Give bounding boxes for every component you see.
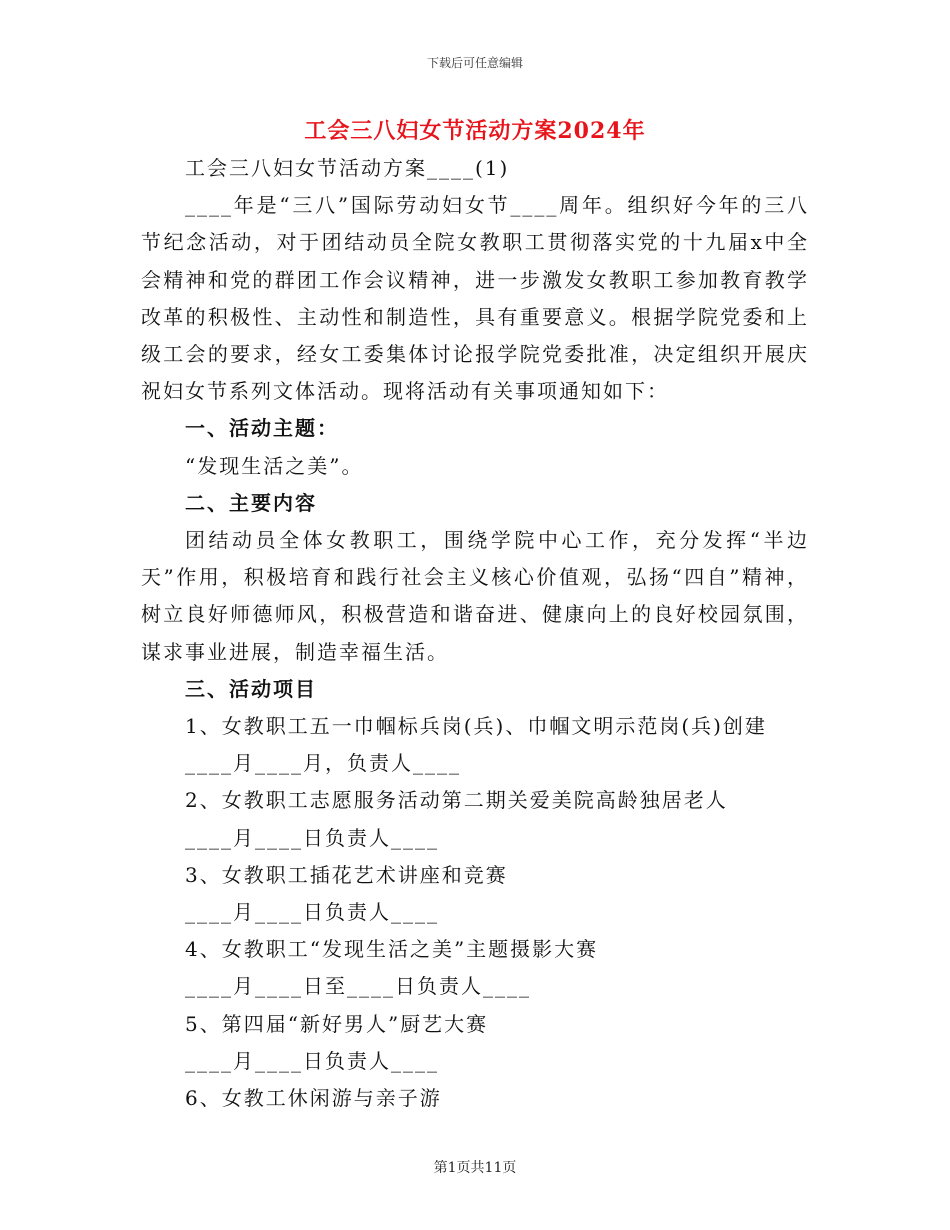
project-item-detail: ____月____日负责人____ [185,1048,439,1073]
project-item-title: 3、女教职工插花艺术讲座和竞赛 [185,862,508,887]
project-item-title: 1、女教职工五一巾帼标兵岗(兵)、巾帼文明示范岗(兵)创建 [185,714,767,739]
header-note: 下载后可任意编辑 [426,56,523,70]
section-heading-projects: 三、活动项目 [185,676,317,701]
project-item-detail: ____月____日至____日负责人____ [185,974,531,999]
project-item-detail: ____月____日负责人____ [185,900,439,925]
document-body [141,150,809,1117]
document-title: 工会三八妇女节活动方案2024年 [304,118,646,144]
project-item-detail: ____月____日负责人____ [185,825,439,850]
section-heading-content: 二、主要内容 [185,490,317,515]
intro-paragraph: ____年是“三八”国际劳动妇女节____周年。组织好今年的三八节纪念活动，对于团结动员全院女教职工贯彻落实党的十九届x中全会精神和党的群团工作会议精神，进一步激发女教职工参加教育教学改革的积极性、主动性和制造性，具有重要意义。根据学院党委和上级工会的要求，经女工委集体讨论报学院党委批准，决定组织开展庆祝妇女节系列文体活动。现将活动有关事项通知如下： [141,193,809,404]
document-subtitle: 工会三八妇女节活动方案____(1) [185,156,510,180]
section-text-theme: “发现生活之美”。 [185,453,364,478]
project-item-detail: ____月____月，负责人____ [185,751,461,776]
page-number: 第1页共11页 [433,1160,517,1176]
project-item-title: 4、女教职工“发现生活之美”主题摄影大赛 [185,937,599,962]
section-heading-theme: 一、活动主题： [185,416,339,441]
project-item-title: 5、第四届“新好男人”厨艺大赛 [185,1011,489,1036]
project-item-title: 2、女教职工志愿服务活动第二期关爱美院高龄独居老人 [185,788,728,813]
project-item-title: 6、女教工休闲游与亲子游 [185,1086,442,1111]
section-text-content: 团结动员全体女教职工，围绕学院中心工作，充分发挥“半边天”作用，积极培育和践行社会主义核心价值观，弘扬“四自”精神，树立良好师德师风，积极营造和谐奋进、健康向上的良好校园氛围，谋求事业进展，制造幸福生活。 [141,528,809,664]
